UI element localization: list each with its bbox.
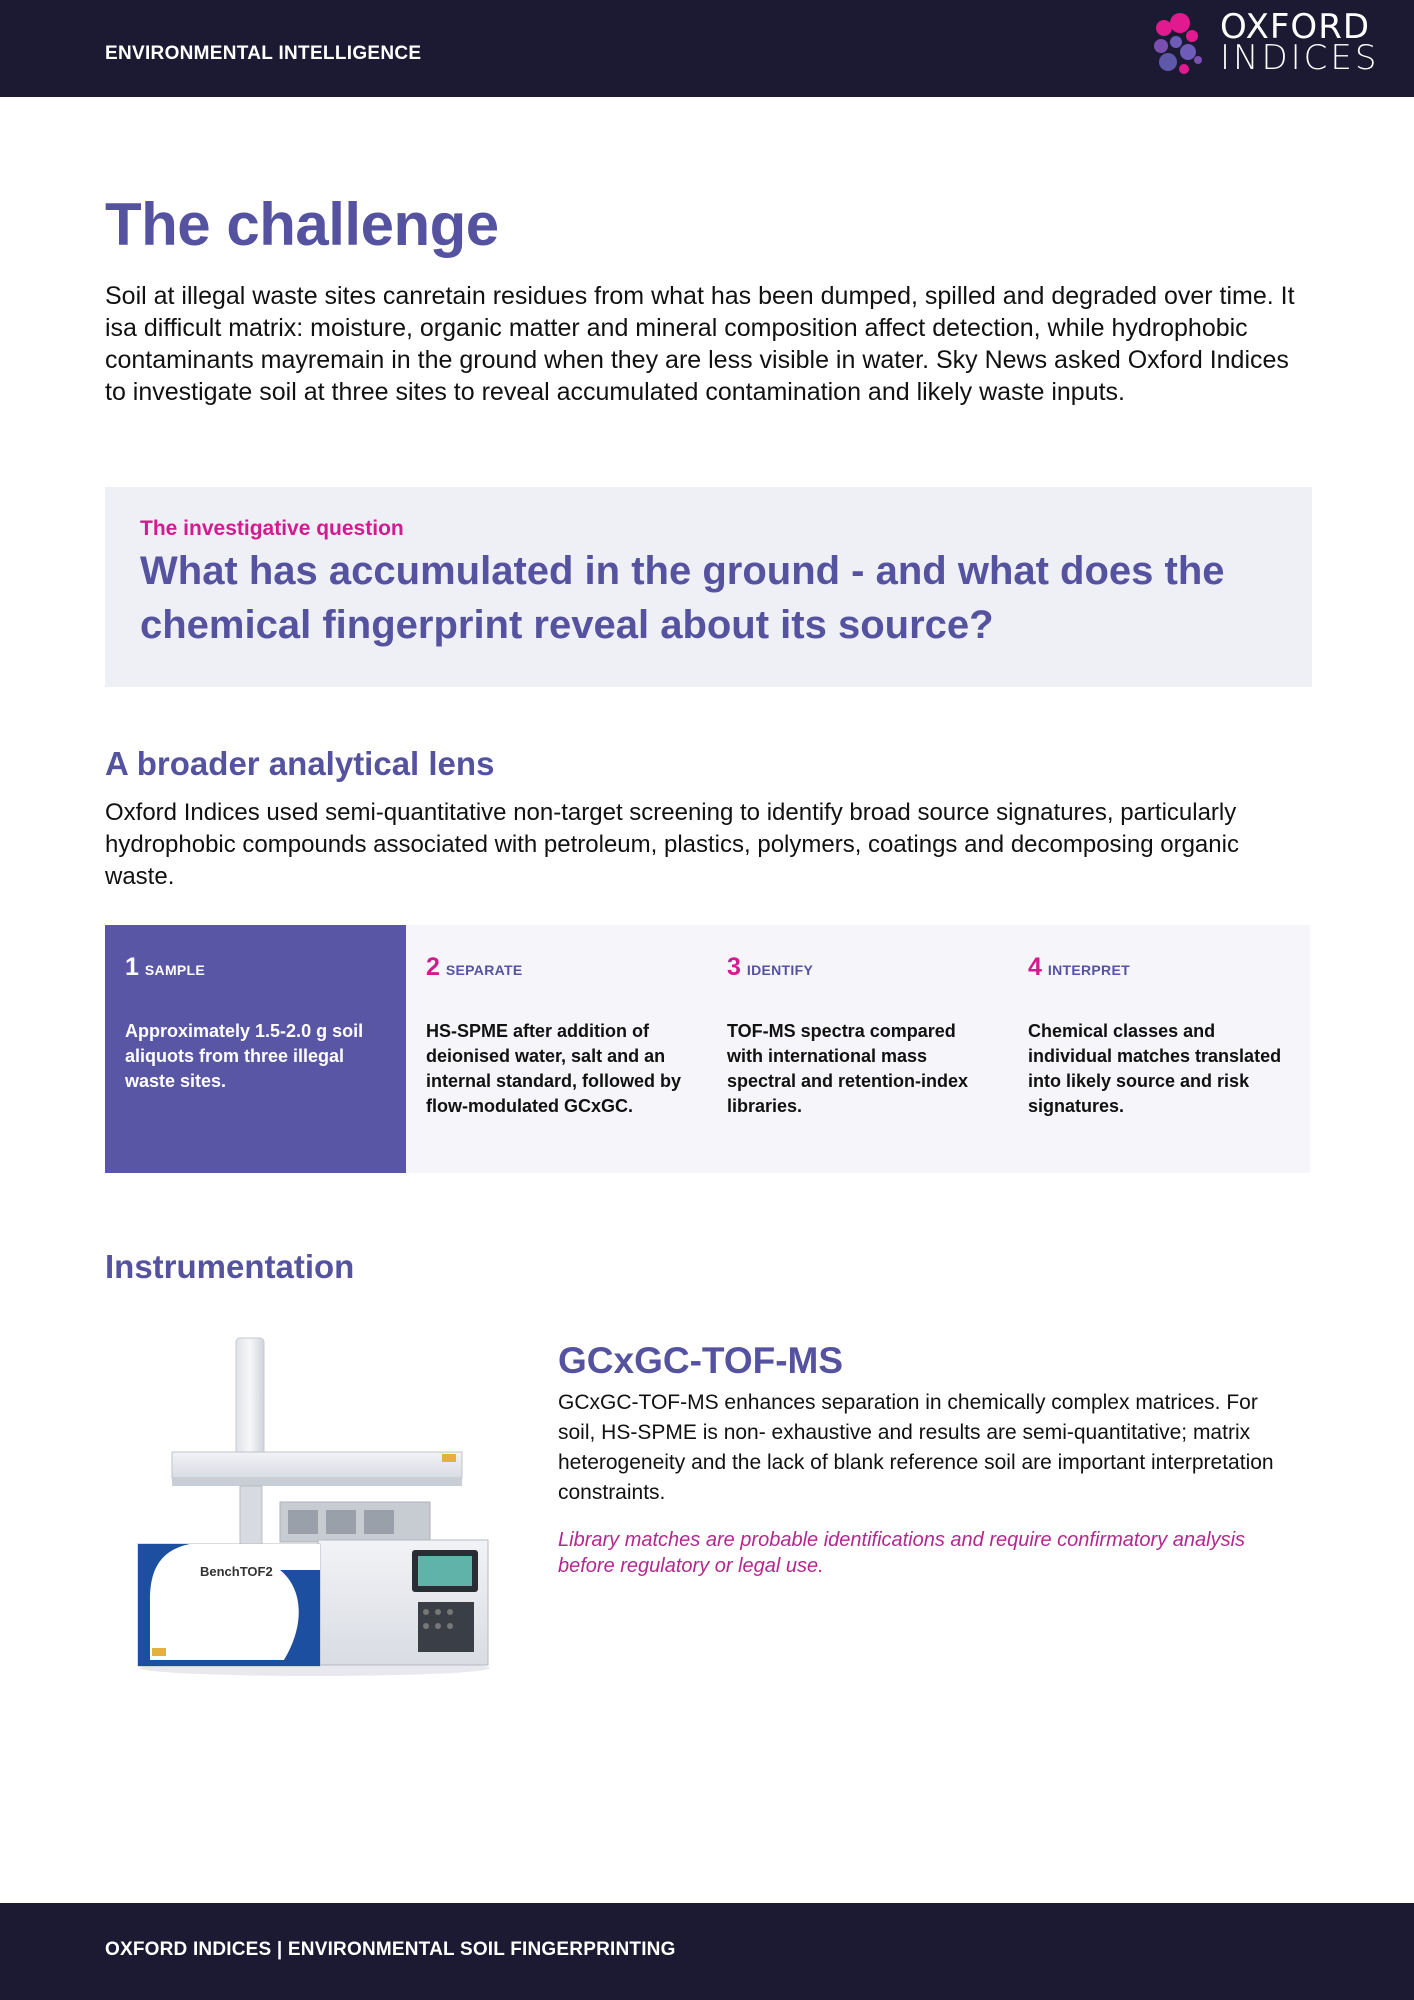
step-number: 3 xyxy=(727,953,741,981)
lens-body: Oxford Indices used semi-quantitative non-target screening to identify broad source signatures, particularly hydrophobic compounds associated with petroleum, plastics, polymers, coatings and decomposing organic waste. xyxy=(105,799,1239,890)
challenge-title: The challenge xyxy=(105,191,499,258)
question-label: The investigative question xyxy=(140,517,404,540)
step-sample xyxy=(105,925,406,1173)
logo-wordmark xyxy=(1220,7,1380,78)
product-body: GCxGC-TOF-MS enhances separation in chemically complex matrices. For soil, HS-SPME is non- exhaustive and results are semi-quantitative; matrix heterogeneity and the lack of blank reference soil are important interpretation constraints. xyxy=(558,1391,1274,1504)
step-description: Chemical classes and individual matches translated into likely source and risk signatures. xyxy=(1028,1021,1282,1116)
step-separate xyxy=(406,925,707,1173)
footer-text: OXFORD INDICES | ENVIRONMENTAL SOIL FINGERPRINTING xyxy=(105,1939,676,1960)
logo-line-1: OXFORD xyxy=(1220,7,1371,47)
step-description: TOF-MS spectra compared with international mass spectral and retention-index libraries. xyxy=(727,1021,969,1116)
question-text: What has accumulated in the ground - and what does the chemical fingerprint reveal about its source? xyxy=(140,549,1225,647)
lens-title: A broader analytical lens xyxy=(105,745,495,782)
step-number: 2 xyxy=(426,953,440,981)
step-label: SAMPLE xyxy=(144,962,206,978)
instrument-label: BenchTOF2 xyxy=(200,1564,273,1579)
step-identify xyxy=(707,925,1008,1173)
step-label: IDENTIFY xyxy=(746,962,814,978)
product-title: GCxGC-TOF-MS xyxy=(558,1340,844,1381)
investigative-question-box xyxy=(105,487,1312,687)
step-label: SEPARATE xyxy=(445,962,523,978)
step-number: 4 xyxy=(1028,953,1042,981)
bubble-cluster-logo-icon xyxy=(1150,12,1220,82)
top-bar xyxy=(0,0,1414,97)
logo-line-2: INDICES xyxy=(1220,38,1380,78)
challenge-body: Soil at illegal waste sites canretain residues from what has been dumped, spilled and degraded over time. It isa difficult matrix: moisture, organic matter and mineral composition affect detection, while hydrophobic contaminants mayremain in the ground when they are less visible in water. Sky News asked Oxford Indices to investigate soil at three sites to reveal accumulated contamination and likely waste inputs. xyxy=(105,282,1295,406)
benchtof-instrument-image xyxy=(130,1330,500,1680)
step-description: HS-SPME after addition of deionised water, salt and an internal standard, followed by flow-modulated GCxGC. xyxy=(426,1021,682,1116)
process-steps xyxy=(105,925,1310,1173)
step-number: 1 xyxy=(125,953,139,981)
step-interpret xyxy=(1008,925,1309,1173)
step-label: INTERPRET xyxy=(1047,962,1130,978)
section-label: ENVIRONMENTAL INTELLIGENCE xyxy=(105,43,422,64)
step-description: Approximately 1.5-2.0 g soil aliquots from three illegal waste sites. xyxy=(125,1021,364,1091)
oxford-indices-logo xyxy=(1150,7,1400,82)
instrumentation-title: Instrumentation xyxy=(105,1248,355,1285)
footer-bar xyxy=(0,1903,1414,2000)
disclaimer-note: Library matches are probable identifications and require confirmatory analysis before regulatory or legal use. xyxy=(558,1529,1246,1577)
